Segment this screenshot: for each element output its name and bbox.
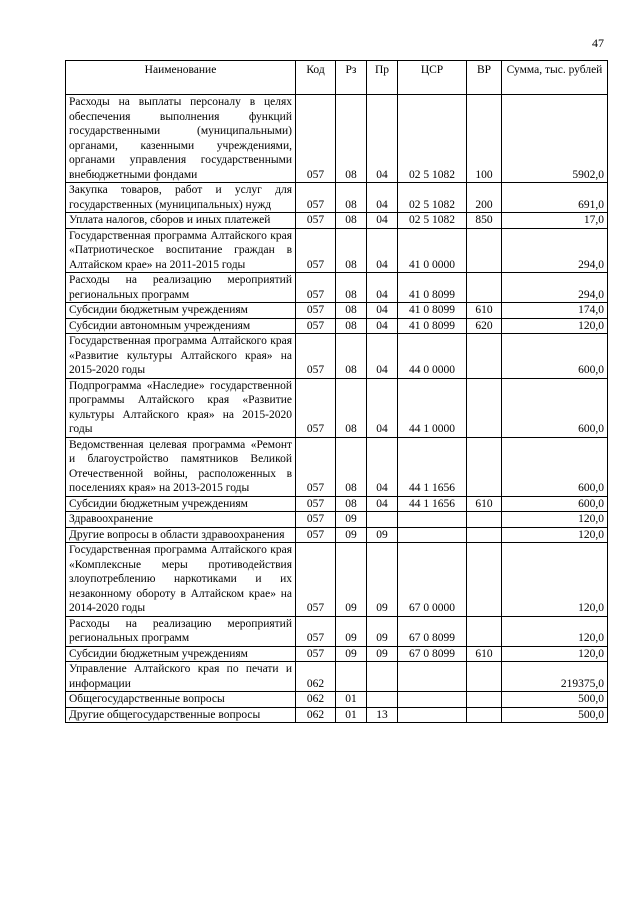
cell-rz: 09 (336, 616, 367, 646)
cell-code: 057 (296, 616, 336, 646)
cell-vr (467, 527, 502, 543)
cell-code: 057 (296, 437, 336, 496)
cell-vr: 100 (467, 95, 502, 183)
table-row (66, 334, 608, 379)
cell-sum: 691,0 (502, 183, 608, 213)
cell-rz: 08 (336, 334, 367, 379)
cell-sum: 294,0 (502, 273, 608, 303)
cell-name: Другие вопросы в области здравоохранения (66, 527, 296, 543)
table-row (66, 662, 608, 692)
cell-csr: 67 0 0000 (398, 543, 467, 617)
cell-sum: 500,0 (502, 707, 608, 723)
table-row (66, 496, 608, 512)
cell-name: Другие общегосударственные вопросы (66, 707, 296, 723)
cell-sum: 600,0 (502, 378, 608, 437)
cell-csr: 02 5 1082 (398, 95, 467, 183)
cell-csr: 67 0 8099 (398, 646, 467, 662)
cell-pr: 09 (367, 646, 398, 662)
cell-vr: 610 (467, 646, 502, 662)
header-code: Код (296, 61, 336, 95)
cell-csr: 02 5 1082 (398, 183, 467, 213)
cell-rz: 08 (336, 378, 367, 437)
cell-rz: 08 (336, 318, 367, 334)
cell-rz: 08 (336, 437, 367, 496)
header-sum: Сумма, тыс. рублей (502, 61, 608, 95)
cell-code: 057 (296, 646, 336, 662)
table-row (66, 183, 608, 213)
cell-pr: 09 (367, 527, 398, 543)
page-number: 47 (592, 36, 604, 50)
cell-code: 057 (296, 496, 336, 512)
table-row (66, 378, 608, 437)
cell-pr: 04 (367, 228, 398, 273)
cell-sum: 120,0 (502, 646, 608, 662)
cell-csr: 41 0 8099 (398, 303, 467, 319)
cell-sum: 600,0 (502, 437, 608, 496)
cell-rz (336, 662, 367, 692)
table-row (66, 707, 608, 723)
cell-pr: 04 (367, 318, 398, 334)
cell-sum: 600,0 (502, 334, 608, 379)
cell-csr (398, 692, 467, 708)
cell-vr: 610 (467, 496, 502, 512)
cell-csr: 44 1 1656 (398, 437, 467, 496)
cell-code: 057 (296, 334, 336, 379)
table-row (66, 318, 608, 334)
cell-sum: 500,0 (502, 692, 608, 708)
cell-pr: 04 (367, 273, 398, 303)
cell-vr: 200 (467, 183, 502, 213)
cell-sum: 120,0 (502, 318, 608, 334)
cell-sum: 5902,0 (502, 95, 608, 183)
cell-code: 057 (296, 273, 336, 303)
cell-vr (467, 378, 502, 437)
cell-code: 057 (296, 213, 336, 229)
cell-rz: 08 (336, 95, 367, 183)
cell-rz: 09 (336, 527, 367, 543)
cell-vr (467, 543, 502, 617)
cell-rz: 08 (336, 303, 367, 319)
cell-name: Субсидии бюджетным учреждениям (66, 646, 296, 662)
cell-name: Ведомственная целевая программа «Ремонт и благоустройство памятников Великой Отечественной войны, расположенных в поселениях края» на 2013-2015 годы (66, 437, 296, 496)
table-row (66, 543, 608, 617)
header-csr: ЦСР (398, 61, 467, 95)
cell-name: Расходы на выплаты персоналу в целях обеспечения выполнения функций государственными (муниципальными) органами, казенными учреждениями, органами управления государственными внебюджетными фондами (66, 95, 296, 183)
cell-vr (467, 662, 502, 692)
cell-pr (367, 512, 398, 528)
cell-sum: 219375,0 (502, 662, 608, 692)
cell-name: Субсидии автономным учреждениям (66, 318, 296, 334)
cell-pr: 04 (367, 437, 398, 496)
cell-vr: 620 (467, 318, 502, 334)
cell-sum: 600,0 (502, 496, 608, 512)
cell-name: Субсидии бюджетным учреждениям (66, 496, 296, 512)
cell-vr: 610 (467, 303, 502, 319)
cell-vr (467, 437, 502, 496)
cell-vr (467, 692, 502, 708)
cell-rz: 08 (336, 183, 367, 213)
cell-vr (467, 228, 502, 273)
cell-code: 057 (296, 318, 336, 334)
cell-pr: 04 (367, 213, 398, 229)
table-row (66, 527, 608, 543)
cell-name: Расходы на реализацию мероприятий региональных программ (66, 273, 296, 303)
cell-csr: 44 1 0000 (398, 378, 467, 437)
cell-rz: 09 (336, 512, 367, 528)
cell-rz: 08 (336, 496, 367, 512)
cell-sum: 174,0 (502, 303, 608, 319)
table-row (66, 692, 608, 708)
cell-name: Государственная программа Алтайского края «Патриотическое воспитание граждан в Алтайском крае» на 2011-2015 годы (66, 228, 296, 273)
cell-vr (467, 273, 502, 303)
cell-name: Государственная программа Алтайского края «Развитие культуры Алтайского края» на 2015-2020 годы (66, 334, 296, 379)
cell-code: 062 (296, 707, 336, 723)
cell-name: Общегосударственные вопросы (66, 692, 296, 708)
table-row (66, 95, 608, 183)
cell-code: 057 (296, 378, 336, 437)
cell-vr (467, 616, 502, 646)
header-name: Наименование (66, 61, 296, 95)
cell-pr: 04 (367, 183, 398, 213)
cell-pr (367, 662, 398, 692)
cell-rz: 09 (336, 543, 367, 617)
cell-csr: 02 5 1082 (398, 213, 467, 229)
cell-code: 062 (296, 692, 336, 708)
cell-sum: 120,0 (502, 616, 608, 646)
cell-csr (398, 662, 467, 692)
cell-rz: 09 (336, 646, 367, 662)
table-row (66, 512, 608, 528)
cell-name: Государственная программа Алтайского края «Комплексные меры противодействия злоупотреблению наркотиками и их незаконному обороту в Алтайском крае» на 2014-2020 годы (66, 543, 296, 617)
cell-code: 057 (296, 95, 336, 183)
cell-name: Закупка товаров, работ и услуг для государственных (муниципальных) нужд (66, 183, 296, 213)
table-row (66, 437, 608, 496)
cell-pr: 04 (367, 303, 398, 319)
cell-pr: 04 (367, 95, 398, 183)
cell-sum: 120,0 (502, 527, 608, 543)
cell-code: 057 (296, 543, 336, 617)
cell-vr (467, 334, 502, 379)
cell-rz: 08 (336, 273, 367, 303)
cell-name: Уплата налогов, сборов и иных платежей (66, 213, 296, 229)
cell-vr (467, 707, 502, 723)
cell-csr (398, 512, 467, 528)
header-vr: ВР (467, 61, 502, 95)
cell-csr: 41 0 8099 (398, 318, 467, 334)
cell-name: Здравоохранение (66, 512, 296, 528)
cell-code: 062 (296, 662, 336, 692)
cell-code: 057 (296, 512, 336, 528)
table-row (66, 646, 608, 662)
cell-csr: 41 0 8099 (398, 273, 467, 303)
cell-vr (467, 512, 502, 528)
cell-code: 057 (296, 228, 336, 273)
cell-csr: 44 1 1656 (398, 496, 467, 512)
cell-pr: 09 (367, 616, 398, 646)
cell-rz: 01 (336, 692, 367, 708)
cell-sum: 294,0 (502, 228, 608, 273)
cell-code: 057 (296, 183, 336, 213)
budget-table (65, 60, 608, 723)
cell-pr: 13 (367, 707, 398, 723)
header-rz: Рз (336, 61, 367, 95)
cell-pr (367, 692, 398, 708)
cell-pr: 04 (367, 496, 398, 512)
table-row (66, 213, 608, 229)
cell-rz: 01 (336, 707, 367, 723)
cell-csr (398, 707, 467, 723)
cell-rz: 08 (336, 213, 367, 229)
cell-name: Субсидии бюджетным учреждениям (66, 303, 296, 319)
table-row (66, 616, 608, 646)
cell-sum: 120,0 (502, 543, 608, 617)
cell-csr: 67 0 8099 (398, 616, 467, 646)
cell-name: Расходы на реализацию мероприятий региональных программ (66, 616, 296, 646)
cell-code: 057 (296, 527, 336, 543)
table-header-row (66, 61, 608, 95)
cell-csr (398, 527, 467, 543)
cell-sum: 17,0 (502, 213, 608, 229)
table-row (66, 303, 608, 319)
cell-name: Управление Алтайского края по печати и информации (66, 662, 296, 692)
table-row (66, 273, 608, 303)
cell-pr: 04 (367, 378, 398, 437)
cell-sum: 120,0 (502, 512, 608, 528)
cell-vr: 850 (467, 213, 502, 229)
cell-pr: 09 (367, 543, 398, 617)
cell-csr: 44 0 0000 (398, 334, 467, 379)
cell-rz: 08 (336, 228, 367, 273)
cell-code: 057 (296, 303, 336, 319)
cell-csr: 41 0 0000 (398, 228, 467, 273)
header-pr: Пр (367, 61, 398, 95)
cell-pr: 04 (367, 334, 398, 379)
cell-name: Подпрограмма «Наследие» государственной программы Алтайского края «Развитие культуры Алтайского края» на 2015-2020 годы (66, 378, 296, 437)
table-row (66, 228, 608, 273)
